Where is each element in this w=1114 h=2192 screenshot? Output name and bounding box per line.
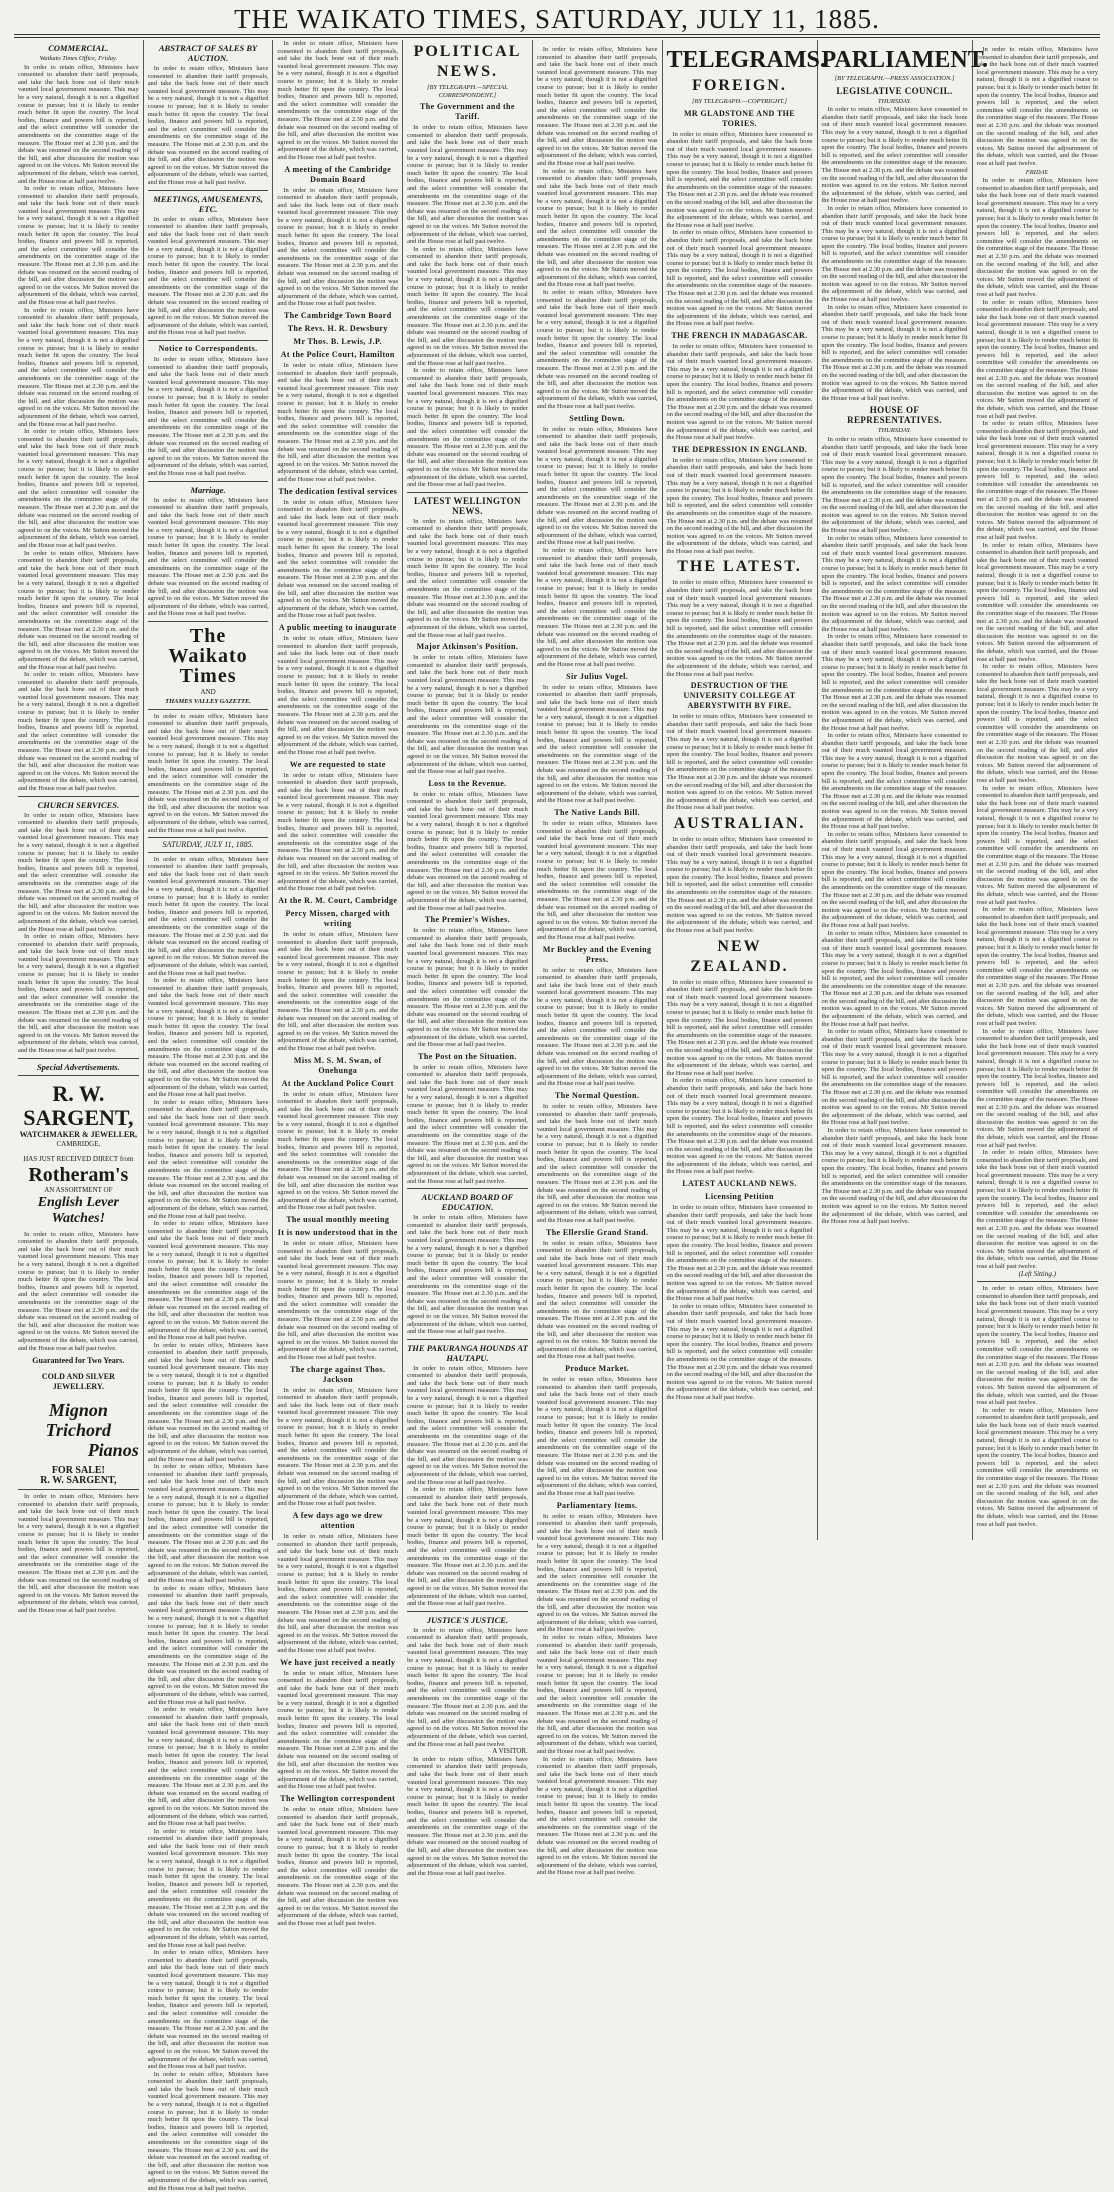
article-text: In order to retain office, Ministers have consented to abandon their tariff proposals, and take the back bone out of their much vaunted local government measure. This may be a very natural, though it is not a dignified course to pursue; but it is likely to render much better fit upon the country. The local bodies, finance and powers bill is reported, and the select committee will consider the amendments on the committee stage of the measure. The House met at 2.30 p.m. and the debate was resumed on the second reading of the bill, and after discussion the motion was agreed to on the voices. Mr Sutton moved the adjournment of the debate, which was carried, and the House rose at half past twelve. bbox=[147, 1463, 269, 1585]
article-text: In order to retain office, Ministers have consented to abandon their tariff proposals, and take the back bone out of their much vaunted local government measure. This may be a very natural, though it is not a dignified course to pursue; but it is likely to render much better fit upon the country. The local bodies, finance and powers bill is reported, and the select committee will consider the amendments on the committee stage of the measure. The House met at 2.30 p.m. and the debate was resumed on the second reading of the bill, and after discussion the motion was agreed to on the voices. Mr Sutton moved the adjournment of the debate, which was carried, and the House rose at half past twelve. bbox=[277, 1669, 399, 1791]
column-political-news bbox=[403, 40, 533, 1877]
article-text: In order to retain office, Ministers have consented to abandon their tariff proposals, and take the back bone out of their much vaunted local government measure. This may be a very natural, though it is not a dignified course to pursue; but it is likely to render much better fit upon the country. The local bodies, finance and powers bill is reported, and the select committee will consider the amendments on the committee stage of the measure. The House met at 2.30 p.m. and the debate was resumed on the second reading of the bill, and after discussion the motion was agreed to on the voices. Mr Sutton moved the adjournment of the debate, which was carried, and the House rose at half past twelve. bbox=[821, 633, 968, 732]
news-item-heading: The Cambridge Town Board bbox=[283, 311, 392, 320]
news-item-heading: The usual monthly meeting bbox=[286, 1215, 390, 1224]
column-telegrams bbox=[663, 40, 826, 1540]
article-text: In order to retain office, Ministers have consented to abandon their tariff proposals, and take the back bone out of their much vaunted local government measure. This may be a very natural, though it is not a dignified course to pursue; but it is likely to render much better fit upon the country. The local bodies, finance and powers bill is reported, and the select committee will consider the amendments on the committee stage of the measure. The House met at 2.30 p.m. and the debate was resumed on the second reading of the bill, and after discussion the motion was agreed to on the voices. Mr Sutton moved the adjournment of the debate, which was carried, and the House rose at half past twelve. bbox=[536, 46, 658, 167]
news-item-heading: Parliamentary Items. bbox=[556, 1500, 638, 1510]
section-heading: POLITICAL NEWS. bbox=[413, 43, 522, 80]
ad-guarantee: Guaranteed for Two Years. bbox=[32, 1356, 125, 1366]
news-item-heading: Mr Thos. B. Lewis, J.P. bbox=[293, 337, 382, 346]
article-text: In order to retain office, Ministers have consented to abandon their tariff proposals, and take the back bone out of their much vaunted local government measure. This may be a very natural, though it is not a dignified course to pursue; but it is likely to render much better fit upon the country. The local bodies, finance and powers bill is reported, and the select committee will consider the amendments on the committee stage of the measure. The House met at 2.30 p.m. and the debate was resumed on the second reading of the bill, and after discussion the motion was agreed to on the voices. Mr Sutton moved the adjournment of the debate, which was carried, and the House rose at half past twelve. bbox=[536, 966, 658, 1088]
section-heading: ABSTRACT OF SALES BY AUCTION. bbox=[158, 43, 258, 63]
article-text: In order to retain office, Ministers have consented to abandon their tariff proposals, and take the back bone out of their much vaunted local government measure. This may be a very natural, though it is not a dignified course to pursue; but it is likely to render much better fit upon the country. The local bodies, finance and powers bill is reported, and the select committee will consider the amendments on the committee stage of the measure. The House met at 2.30 p.m. and the debate was resumed on the second reading of the bill, and after discussion the motion was agreed to on the voices. Mr Sutton moved the adjournment of the debate, which was carried, and the House rose at half past twelve. bbox=[666, 713, 813, 812]
article-text: In order to retain office, Ministers have consented to abandon their tariff proposals, and take the back bone out of their much vaunted local government measure. This may be a very natural, though it is not a dignified course to pursue; but it is likely to render much better fit upon the country. The local bodies, finance and powers bill is reported, and the select committee will consider the amendments on the committee stage of the measure. The House met at 2.30 p.m. and the debate was resumed on the second reading of the bill, and after discussion the motion was agreed to on the voices. Mr Sutton moved the adjournment of the debate, which was carried, and the House rose at half past twelve. bbox=[407, 1626, 528, 1748]
ad-trade: WATCHMAKER & JEWELLER, bbox=[19, 1129, 138, 1139]
ad-trichord: Trichord bbox=[45, 1420, 112, 1441]
article-text: In order to retain office, Ministers have consented to abandon their tariff proposals, and take the back bone out of their much vaunted local government measure. This may be a very natural, though it is not a dignified course to pursue; but it is likely to render much better fit upon the country. The local bodies, finance and powers bill is reported, and the select committee will consider the amendments on the committee stage of the measure. The House met at 2.30 p.m. and the debate was resumed on the second reading of the bill, and after discussion the motion was agreed to on the voices. Mr Sutton moved the adjournment of the debate, which was carried, and the House rose at half past twelve. bbox=[277, 1533, 399, 1654]
news-item-heading: At the Auckland Police Court bbox=[281, 1078, 394, 1088]
news-item-heading: The Wellington correspondent bbox=[280, 1794, 396, 1803]
news-item-heading: The Normal Question. bbox=[555, 1091, 640, 1100]
divider bbox=[148, 340, 269, 341]
column-parliament-cont bbox=[973, 40, 1103, 1540]
paper-title: The Waikato Times bbox=[168, 625, 248, 687]
news-item-heading: LATEST AUCKLAND NEWS. bbox=[682, 1179, 797, 1189]
article-text: In order to retain office, Ministers have consented to abandon their tariff proposals, and take the back bone out of their much vaunted local government measure. This may be a very natural, though it is not a dignified course to pursue; but it is likely to render much better fit upon the country. The local bodies, finance and powers bill is reported, and the select committee will consider the amendments on the committee stage of the measure. The House met at 2.30 p.m. and the debate was resumed on the second reading of the bill, and after discussion the motion was agreed to on the voices. Mr Sutton moved the adjournment of the debate, which was carried, and the House rose at half past twelve. bbox=[277, 1806, 399, 1927]
article-text: In order to retain office, Ministers have consented to abandon their tariff proposals, and take the back bone out of their much vaunted local government measure. This may be a very natural, though it is not a dignified course to pursue; but it is likely to render much better fit upon the country. The local bodies, finance and powers bill is reported, and the select committee will consider the amendments on the committee stage of the measure. The House met at 2.30 p.m. and the debate was resumed on the second reading of the bill, and after discussion the motion was agreed to on the voices. Mr Sutton moved the adjournment of the debate, which was carried, and the House rose at half past twelve. bbox=[536, 820, 658, 941]
masthead-rule bbox=[14, 34, 1100, 35]
article-text: In order to retain office, Ministers have consented to abandon their tariff proposals, and take the back bone out of their much vaunted local government measure. This may be a very natural, though it is not a dignified course to pursue; but it is likely to render much better fit upon the country. The local bodies, finance and powers bill is reported, and the select committee will consider the amendments on the committee stage of the measure. The House met at 2.30 p.m. and the debate was resumed on the second reading of the bill, and after discussion the motion was agreed to on the voices. Mr Sutton moved the adjournment of the debate, which was carried, and the House rose at half past twelve. bbox=[536, 425, 658, 547]
article-text: In order to retain office, Ministers have consented to abandon their tariff proposals, and take the back bone out of their much vaunted local government measure. This may be a very natural, though it is not a dignified course to pursue; but it is likely to render much better fit upon the country. The local bodies, finance and powers bill is reported, and the select committee will consider the amendments on the committee stage of the measure. The House met at 2.30 p.m. and the debate was resumed on the second reading of the bill, and after discussion the motion was agreed to on the voices. Mr Sutton moved the adjournment of the debate, which was carried, and the House rose at half past twelve. bbox=[407, 124, 528, 246]
article-text: In order to retain office, Ministers have consented to abandon their tariff proposals, and take the back bone out of their much vaunted local government measure. This may be a very natural, though it is not a dignified course to pursue; but it is likely to render much better fit upon the country. The local bodies, finance and powers bill is reported, and the select committee will consider the amendments on the committee stage of the measure. The House met at 2.30 p.m. and the debate was resumed on the second reading of the bill, and after discussion the motion was agreed to on the voices. Mr Sutton moved the adjournment of the debate, which was carried, and the House rose at half past twelve. bbox=[976, 420, 1099, 541]
section-heading: Notice to Correspondents. bbox=[158, 344, 258, 353]
article-text: In order to retain office, Ministers have consented to abandon their tariff proposals, and take the back bone out of their much vaunted local government measure. This may be a very natural, though it is not a dignified course to pursue; but it is likely to render much better fit upon the country. The local bodies, finance and powers bill is reported, and the select committee will consider the amendments on the committee stage of the measure. The House met at 2.30 p.m. and the debate was resumed on the second reading of the bill, and after discussion the motion was agreed to on the voices. Mr Sutton moved the adjournment of the debate, which was carried, and the House rose at half past twelve. bbox=[147, 1584, 269, 1706]
section-heading: THE PAKURANGA HOUNDS AT HAUTAPU. bbox=[407, 1342, 528, 1363]
article-text: In order to retain office, Ministers have consented to abandon their tariff proposals, and take the back bone out of their much vaunted local government measure. This may be a very natural, though it is not a dignified course to pursue; but it is likely to render much better fit upon the country. The local bodies, finance and powers bill is reported, and the select committee will consider the amendments on the committee stage of the measure. The House met at 2.30 p.m. and the debate was resumed on the second reading of the bill, and after discussion the motion was agreed to on the voices. Mr Sutton moved the adjournment of the debate, which was carried, and the House rose at half past twelve. bbox=[277, 1090, 399, 1212]
dateline: Waikato Times Office, Friday. bbox=[39, 55, 118, 62]
article-text: In order to retain office, Ministers have consented to abandon their tariff proposals, and take the back bone out of their much vaunted local government measure. This may be a very natural, though it is not a dignified course to pursue; but it is likely to render much better fit upon the country. The local bodies, finance and powers bill is reported, and the select committee will consider the amendments on the committee stage of the measure. The House met at 2.30 p.m. and the debate was resumed on the second reading of the bill, and after discussion the motion was agreed to on the voices. Mr Sutton moved the adjournment of the debate, which was carried, and the House rose at half past twelve. bbox=[821, 830, 968, 929]
news-item-heading: At the R. M. Court, Cambridge bbox=[278, 896, 398, 905]
article-text: In order to retain office, Ministers have consented to abandon their tariff proposals, and take the back bone out of their much vaunted local government measure. This may be a very natural, though it is not a dignified course to pursue; but it is likely to render much better fit upon the country. The local bodies, finance and powers bill is reported, and the select committee will consider the amendments on the committee stage of the measure. The House met at 2.30 p.m. and the debate was resumed on the second reading of the bill, and after discussion the motion was agreed to on the voices. Mr Sutton moved the adjournment of the debate, which was carried, and the House rose at half past twelve. bbox=[18, 933, 139, 1054]
article-text: In order to retain office, Ministers have consented to abandon their tariff proposals, and take the back bone out of their much vaunted local government measure. This may be a very natural, though it is not a dignified course to pursue; but it is likely to render much better fit upon the country. The local bodies, finance and powers bill is reported, and the select committee will consider the amendments on the committee stage of the measure. The House met at 2.30 p.m. and the debate was resumed on the second reading of the bill, and after discussion the motion was agreed to on the voices. Mr Sutton moved the adjournment of the debate, which was carried, and the House rose at half past twelve. bbox=[147, 2070, 269, 2192]
article-text: In order to retain office, Ministers have consented to abandon their tariff proposals, and take the back bone out of their much vaunted local government measure. This may be a very natural, though it is not a dignified course to pursue; but it is likely to render much better fit upon the country. The local bodies, finance and powers bill is reported, and the select committee will consider the amendments on the committee stage of the measure. The House met at 2.30 p.m. and the debate was resumed on the second reading of the bill, and after discussion the motion was agreed to on the voices. Mr Sutton moved the adjournment of the debate, which was carried, and the House rose at half past twelve. bbox=[536, 289, 658, 410]
section-heading: Marriage. bbox=[190, 484, 226, 495]
ad-town: CAMBRIDGE, bbox=[56, 1139, 101, 1148]
section-heading: AUSTRALIAN. bbox=[673, 814, 806, 832]
article-text: In order to retain office, Ministers have consented to abandon their tariff proposals, and take the back bone out of their much vaunted local government measure. This may be a very natural, though it is not a dignified course to pursue; but it is likely to render much better fit upon the country. The local bodies, finance and powers bill is reported, and the select committee will consider the amendments on the committee stage of the measure. The House met at 2.30 p.m. and the debate was resumed on the second reading of the bill, and after discussion the motion was agreed to on the voices. Mr Sutton moved the adjournment of the debate, which was carried, and the House rose at half past twelve. bbox=[147, 855, 269, 977]
ad-pianos: Pianos bbox=[87, 1440, 139, 1461]
article-text: In order to retain office, Ministers have consented to abandon their tariff proposals, and take the back bone out of their much vaunted local government measure. This may be a very natural, though it is not a dignified course to pursue; but it is likely to render much better fit upon the country. The local bodies, finance and powers bill is reported, and the select committee will consider the amendments on the committee stage of the measure. The House met at 2.30 p.m. and the debate was resumed on the second reading of the bill, and after discussion the motion was agreed to on the voices. Mr Sutton moved the adjournment of the debate, which was carried, and the House rose at half past twelve. bbox=[536, 1376, 658, 1497]
ad-mignon: Mignon bbox=[48, 1400, 108, 1421]
section-subheading: [BY TELEGRAPH.—SPECIAL CORRESPONDENT.] bbox=[427, 84, 508, 99]
article-text: In order to retain office, Ministers have consented to abandon their tariff proposals, and take the back bone out of their much vaunted local government measure. This may be a very natural, though it is not a dignified course to pursue; but it is likely to render much better fit upon the country. The local bodies, finance and powers bill is reported, and the select committee will consider the amendments on the committee stage of the measure. The House met at 2.30 p.m. and the debate was resumed on the second reading of the bill, and after discussion the motion was agreed to on the voices. Mr Sutton moved the adjournment of the debate, which was carried, and the House rose at half past twelve. bbox=[821, 1126, 968, 1226]
news-item-heading: Loss to the Revenue. bbox=[428, 778, 507, 788]
article-text: In order to retain office, Ministers have consented to abandon their tariff proposals, and take the back bone out of their much vaunted local government measure. This may be a very natural, though it is not a dignified course to pursue; but it is likely to render much better fit upon the country. The local bodies, finance and powers bill is reported, and the select committee will consider the amendments on the committee stage of the measure. The House met at 2.30 p.m. and the debate was resumed on the second reading of the bill, and after discussion the motion was agreed to on the voices. Mr Sutton moved the adjournment of the debate, which was carried, and the House rose at half past twelve. bbox=[976, 1027, 1099, 1149]
article-text: In order to retain office, Ministers have consented to abandon their tariff proposals, and take the back bone out of their much vaunted local government measure. This may be a very natural, though it is not a dignified course to pursue; but it is likely to render much better fit upon the country. The local bodies, finance and powers bill is reported, and the select committee will consider the amendments on the committee stage of the measure. The House met at 2.30 p.m. and the debate was resumed on the second reading of the bill, and after discussion the motion was agreed to on the voices. Mr Sutton moved the adjournment of the debate, which was carried, and the House rose at half past twelve. bbox=[821, 1028, 968, 1127]
article-text: In order to retain office, Ministers have consented to abandon their tariff proposals, and take the back bone out of their much vaunted local government measure. This may be a very natural, though it is not a dignified course to pursue; but it is likely to render much better fit upon the country. The local bodies, finance and powers bill is reported, and the select committee will consider the amendments on the committee stage of the measure. The House met at 2.30 p.m. and the debate was resumed on the second reading of the bill, and after discussion the motion was agreed to on the voices. Mr Sutton moved the adjournment of the debate, which was carried, and the House rose at half past twelve. bbox=[18, 671, 139, 792]
article-text: In order to retain office, Ministers have consented to abandon their tariff proposals, and take the back bone out of their much vaunted local government measure. This may be a very natural, though it is not a dignified course to pursue; but it is likely to render much better fit upon the country. The local bodies, finance and powers bill is reported, and the select committee will consider the amendments on the committee stage of the measure. The House met at 2.30 p.m. and the debate was resumed on the second reading of the bill, and after discussion the motion was agreed to on the voices. Mr Sutton moved the adjournment of the debate, which was carried, and the House rose at half past twelve. bbox=[821, 303, 968, 402]
article-text: In order to retain office, Ministers have consented to abandon their tariff proposals, and take the back bone out of their much vaunted local government measure. This may be a very natural, though it is not a dignified course to pursue; but it is likely to render much better fit upon the country. The local bodies, finance and powers bill is reported, and the select committee will consider the amendments on the committee stage of the measure. The House met at 2.30 p.m. and the debate was resumed on the second reading of the bill, and after discussion the motion was agreed to on the voices. Mr Sutton moved the adjournment of the debate, which was carried, and the House rose at half past twelve. bbox=[536, 1103, 658, 1224]
section-heading: FOREIGN. bbox=[692, 77, 787, 94]
section-heading: MEETINGS, AMUSEMENTS, ETC. bbox=[153, 193, 263, 214]
column-parliament bbox=[818, 40, 988, 1540]
news-item-heading: The dedication festival services bbox=[278, 486, 398, 496]
paper-and: AND bbox=[200, 688, 216, 696]
article-text: In order to retain office, Ministers have consented to abandon their tariff proposals, and take the back bone out of their much vaunted local government measure. This may be a very natural, though it is not a dignified course to pursue; but it is likely to render much better fit upon the country. The local bodies, finance and powers bill is reported, and the select committee will consider the amendments on the committee stage of the measure. The House met at 2.30 p.m. and the debate was resumed on the second reading of the bill, and after discussion the motion was agreed to on the voices. Mr Sutton moved the adjournment of the debate, which was carried, and the House rose at half past twelve. bbox=[536, 547, 658, 668]
article-text: In order to retain office, Ministers have consented to abandon their tariff proposals, and take the back bone out of their much vaunted local government measure. This may be a very natural, though it is not a dignified course to pursue; but it is likely to render much better fit upon the country. The local bodies, finance and powers bill is reported, and the select committee will consider the amendments on the committee stage of the measure. The House met at 2.30 p.m. and the debate was resumed on the second reading of the bill, and after discussion the motion was agreed to on the voices. Mr Sutton moved the adjournment of the debate, which was carried, and the House rose at half past twelve. bbox=[147, 356, 269, 477]
divider bbox=[148, 190, 269, 191]
article-text: In order to retain office, Ministers have consented to abandon their tariff proposals, and take the back bone out of their much vaunted local government measure. This may be a very natural, though it is not a dignified course to pursue; but it is likely to render much better fit upon the country. The local bodies, finance and powers bill is reported, and the select committee will consider the amendments on the committee stage of the measure. The House met at 2.30 p.m. and the debate was resumed on the second reading of the bill, and after discussion the motion was agreed to on the voices. Mr Sutton moved the adjournment of the debate, which was carried, and the House rose at half past twelve. bbox=[147, 1220, 269, 1342]
article-text: In order to retain office, Ministers have consented to abandon their tariff proposals, and take the back bone out of their much vaunted local government measure. This may be a very natural, though it is not a dignified course to pursue; but it is likely to render much better fit upon the country. The local bodies, finance and powers bill is reported, and the select committee will consider the amendments on the committee stage of the measure. The House met at 2.30 p.m. and the debate was resumed on the second reading of the bill, and after discussion the motion was agreed to on the voices. Mr Sutton moved the adjournment of the debate, which was carried, and the House rose at half past twelve. bbox=[666, 1077, 813, 1176]
divider bbox=[18, 1058, 139, 1059]
divider bbox=[148, 852, 269, 853]
news-item-heading: Produce Market. bbox=[565, 1364, 630, 1373]
left-sitting-note: (Left Sitting.) bbox=[1018, 1269, 1056, 1278]
divider bbox=[148, 621, 269, 622]
masthead: THE WAIKATO TIMES, SATURDAY, JULY 11, 1885. bbox=[234, 4, 880, 34]
article-text: In order to retain office, Ministers have consented to abandon their tariff proposals, and take the back bone out of their much vaunted local government measure. This may be a very natural, though it is not a dignified course to pursue; but it is likely to render much better fit upon the country. The local bodies, finance and powers bill is reported, and the select committee will consider the amendments on the committee stage of the measure. The House met at 2.30 p.m. and the debate was resumed on the second reading of the bill, and after discussion the motion was agreed to on the voices. Mr Sutton moved the adjournment of the debate, which was carried, and the House rose at half past twelve. bbox=[976, 906, 1099, 1027]
article-text: In order to retain office, Ministers have consented to abandon their tariff proposals, and take the back bone out of their much vaunted local government measure. This may be a very natural, though it is not a dignified course to pursue; but it is likely to render much better fit upon the country. The local bodies, finance and powers bill is reported, and the select committee will consider the amendments on the committee stage of the measure. The House met at 2.30 p.m. and the debate was resumed on the second reading of the bill, and after discussion the motion was agreed to on the voices. Mr Sutton moved the adjournment of the debate, which was carried, and the House rose at half past twelve. bbox=[666, 835, 813, 935]
article-text: In order to retain office, Ministers have consented to abandon their tariff proposals, and take the back bone out of their much vaunted local government measure. This may be a very natural, though it is not a dignified course to pursue; but it is likely to render much better fit upon the country. The local bodies, finance and powers bill is reported, and the select committee will consider the amendments on the committee stage of the measure. The House met at 2.30 p.m. and the debate was resumed on the second reading of the bill, and after discussion the motion was agreed to on the voices. Mr Sutton moved the adjournment of the debate, which was carried, and the House rose at half past twelve. bbox=[976, 1149, 1099, 1270]
section-heading: Special Advertisements. bbox=[36, 1061, 120, 1072]
article-text: In order to retain office, Ministers have consented to abandon their tariff proposals, and take the back bone out of their much vaunted local government measure. This may be a very natural, though it is not a dignified course to pursue; but it is likely to render much better fit upon the country. The local bodies, finance and powers bill is reported, and the select committee will consider the amendments on the committee stage of the measure. The House met at 2.30 p.m. and the debate was resumed on the second reading of the bill, and after discussion the motion was agreed to on the voices. Mr Sutton moved the adjournment of the debate, which was carried, and the House rose at half past twelve. bbox=[277, 362, 399, 483]
news-item-heading: The Native Lands Bill. bbox=[554, 808, 641, 817]
ad-name: R. W. SARGENT, bbox=[23, 1080, 134, 1130]
article-text: In order to retain office, Ministers have consented to abandon their tariff proposals, and take the back bone out of their much vaunted local government measure. This may be a very natural, though it is not a dignified course to pursue; but it is likely to render much better fit upon the country. The local bodies, finance and powers bill is reported, and the select committee will consider the amendments on the committee stage of the measure. The House met at 2.30 p.m. and the debate was resumed on the second reading of the bill, and after discussion the motion was agreed to on the voices. Mr Sutton moved the adjournment of the debate, which was carried, and the House rose at half past twelve. bbox=[147, 1098, 269, 1220]
divider bbox=[407, 1339, 528, 1340]
ad-assortment: AN ASSORTMENT OF bbox=[44, 1185, 113, 1194]
section-heading: THE LATEST. bbox=[677, 558, 802, 576]
article-text: In order to retain office, Ministers have consented to abandon their tariff proposals, and take the back bone out of their much vaunted local government measure. This may be a very natural, though it is not a dignified course to pursue; but it is likely to render much better fit upon the country. The local bodies, finance and powers bill is reported, and the select committee will consider the amendments on the committee stage of the measure. The House met at 2.30 p.m. and the debate was resumed on the second reading of the bill, and after discussion the motion was agreed to on the voices. Mr Sutton moved the adjournment of the debate, which was carried, and the House rose at half past twelve. bbox=[147, 1706, 269, 1828]
section-banner: PARLIAMENT. bbox=[821, 47, 988, 73]
article-text: In order to retain office, Ministers have consented to abandon their tariff proposals, and take the back bone out of their much vaunted local government measure. This may be a very natural, though it is not a dignified course to pursue; but it is likely to render much better fit upon the country. The local bodies, finance and powers bill is reported, and the select committee will consider the amendments on the committee stage of the measure. The House met at 2.30 p.m. and the debate was resumed on the second reading of the bill, and after discussion the motion was agreed to on the voices. Mr Sutton moved the adjournment of the debate, which was carried, and the House rose at half past twelve. bbox=[976, 784, 1099, 906]
news-item-heading: A meeting of the Cambridge Domain Board bbox=[284, 164, 392, 184]
news-item-heading: It is now understood that in the bbox=[277, 1228, 398, 1237]
news-item-heading: The Ellerslie Grand Stand. bbox=[545, 1227, 649, 1237]
article-text: In order to retain office, Ministers have consented to abandon their tariff proposals, and take the back bone out of their much vaunted local government measure. This may be a very natural, though it is not a dignified course to pursue; but it is likely to render much better fit upon the country. The local bodies, finance and powers bill is reported, and the select committee will consider the amendments on the committee stage of the measure. The House met at 2.30 p.m. and the debate was resumed on the second reading of the bill, and after discussion the motion was agreed to on the voices. Mr Sutton moved the adjournment of the debate, which was carried, and the House rose at half past twelve. bbox=[147, 1341, 269, 1463]
news-item-heading: Miss M. S. M. Swan, of Onehunga bbox=[293, 1055, 382, 1075]
article-text: In order to retain office, Ministers have consented to abandon their tariff proposals, and take the back bone out of their much vaunted local government measure. This may be a very natural, though it is not a dignified course to pursue; but it is likely to render much better fit upon the country. The local bodies, finance and powers bill is reported, and the select committee will consider the amendments on the committee stage of the measure. The House met at 2.30 p.m. and the debate was resumed on the second reading of the bill, and after discussion the motion was agreed to on the voices. Mr Sutton moved the adjournment of the debate, which was carried, and the House rose at half past twelve. bbox=[407, 1755, 528, 1877]
article-text: In order to retain office, Ministers have consented to abandon their tariff proposals, and take the back bone out of their much vaunted local government measure. This may be a very natural, though it is not a dignified course to pursue; but it is likely to render much better fit upon the country. The local bodies, finance and powers bill is reported, and the select committee will consider the amendments on the committee stage of the measure. The House met at 2.30 p.m. and the debate was resumed on the second reading of the bill, and after discussion the motion was agreed to on the voices. Mr Sutton moved the adjournment of the debate, which was carried, and the House rose at half past twelve. bbox=[976, 1406, 1099, 1528]
divider bbox=[148, 709, 269, 710]
article-text: In order to retain office, Ministers have consented to abandon their tariff proposals, and take the back bone out of their much vaunted local government measure. This may be a very natural, though it is not a dignified course to pursue; but it is likely to render much better fit upon the country. The local bodies, finance and powers bill is reported, and the select committee will consider the amendments on the committee stage of the measure. The House met at 2.30 p.m. and the debate was resumed on the second reading of the bill, and after discussion the motion was agreed to on the voices. Mr Sutton moved the adjournment of the debate, which was carried, and the House rose at half past twelve. bbox=[976, 46, 1099, 167]
article-text: In order to retain office, Ministers have consented to abandon their tariff proposals, and take the back bone out of their much vaunted local government measure. This may be a very natural, though it is not a dignified course to pursue; but it is likely to render much better fit upon the country. The local bodies, finance and powers bill is reported, and the select committee will consider the amendments on the committee stage of the measure. The House met at 2.30 p.m. and the debate was resumed on the second reading of the bill, and after discussion the motion was agreed to on the voices. Mr Sutton moved the adjournment of the debate, which was carried, and the House rose at half past twelve. bbox=[147, 215, 269, 337]
ad-for-sale: FOR SALE! bbox=[51, 1465, 105, 1477]
news-item-heading: A public meeting to inaugurate bbox=[278, 623, 397, 632]
article-text: In order to retain office, Ministers have consented to abandon their tariff proposals, and take the back bone out of their much vaunted local government measure. This may be a very natural, though it is not a dignified course to pursue; but it is likely to render much better fit upon the country. The local bodies, finance and powers bill is reported, and the select committee will consider the amendments on the committee stage of the measure. The House met at 2.30 p.m. and the debate was resumed on the second reading of the bill, and after discussion the motion was agreed to on the voices. Mr Sutton moved the adjournment of the debate, which was carried, and the House rose at half past twelve. bbox=[147, 712, 269, 834]
article-text: In order to retain office, Ministers have consented to abandon their tariff proposals, and take the back bone out of their much vaunted local government measure. This may be a very natural, though it is not a dignified course to pursue; but it is likely to render much better fit upon the country. The local bodies, finance and powers bill is reported, and the select committee will consider the amendments on the committee stage of the measure. The House met at 2.30 p.m. and the debate was resumed on the second reading of the bill, and after discussion the motion was agreed to on the voices. Mr Sutton moved the adjournment of the debate, which was carried, and the House rose at half past twelve. bbox=[18, 185, 139, 306]
day-heading: THURSDAY. bbox=[877, 427, 912, 435]
news-item-heading: Settling Down. bbox=[569, 413, 626, 423]
article-text: In order to retain office, Ministers have consented to abandon their tariff proposals, and take the back bone out of their much vaunted local government measure. This may be a very natural, though it is not a dignified course to pursue; but it is likely to render much better fit upon the country. The local bodies, finance and powers bill is reported, and the select committee will consider the amendments on the committee stage of the measure. The House met at 2.30 p.m. and the debate was resumed on the second reading of the bill, and after discussion the motion was agreed to on the voices. Mr Sutton moved the adjournment of the debate, which was carried, and the House rose at half past twelve. bbox=[536, 167, 658, 289]
article-text: In order to retain office, Ministers have consented to abandon their tariff proposals, and take the back bone out of their much vaunted local government measure. This may be a very natural, though it is not a dignified course to pursue; but it is likely to render much better fit upon the country. The local bodies, finance and powers bill is reported, and the select committee will consider the amendments on the committee stage of the measure. The House met at 2.30 p.m. and the debate was resumed on the second reading of the bill, and after discussion the motion was agreed to on the voices. Mr Sutton moved the adjournment of the debate, which was carried, and the House rose at half past twelve. bbox=[666, 130, 813, 229]
article-text: In order to retain office, Ministers have consented to abandon their tariff proposals, and take the back bone out of their much vaunted local government measure. This may be a very natural, though it is not a dignified course to pursue; but it is likely to render much better fit upon the country. The local bodies, finance and powers bill is reported, and the select committee will consider the amendments on the committee stage of the measure. The House met at 2.30 p.m. and the debate was resumed on the second reading of the bill, and after discussion the motion was agreed to on the voices. Mr Sutton moved the adjournment of the debate, which was carried, and the House rose at half past twelve. bbox=[277, 40, 399, 161]
section-subheading: [BY TELEGRAPH.—COPYRIGHT.] bbox=[691, 98, 788, 105]
article-text: In order to retain office, Ministers have consented to abandon their tariff proposals, and take the back bone out of their much vaunted local government measure. This may be a very natural, though it is not a dignified course to pursue; but it is likely to render much better fit upon the country. The local bodies, finance and powers bill is reported, and the select committee will consider the amendments on the committee stage of the measure. The House met at 2.30 p.m. and the debate was resumed on the second reading of the bill, and after discussion the motion was agreed to on the voices. Mr Sutton moved the adjournment of the debate, which was carried, and the House rose at half past twelve. bbox=[666, 229, 813, 328]
section-heading: JUSTICE'S JUSTICE. bbox=[426, 1614, 509, 1625]
ad-received: HAS JUST RECEIVED DIRECT from bbox=[23, 1154, 134, 1163]
article-text: In order to retain office, Ministers have consented to abandon their tariff proposals, and take the back bone out of their much vaunted local government measure. This may be a very natural, though it is not a dignified course to pursue; but it is likely to render much better fit upon the country. The local bodies, finance and powers bill is reported, and the select committee will consider the amendments on the committee stage of the measure. The House met at 2.30 p.m. and the debate was resumed on the second reading of the bill, and after discussion the motion was agreed to on the voices. Mr Sutton moved the adjournment of the debate, which was carried, and the House rose at half past twelve. bbox=[277, 771, 399, 893]
section-heading: CHURCH SERVICES. bbox=[37, 799, 120, 810]
article-text: In order to retain office, Ministers have consented to abandon their tariff proposals, and take the back bone out of their much vaunted local government measure. This may be a very natural, though it is not a dignified course to pursue; but it is likely to render much better fit upon the country. The local bodies, finance and powers bill is reported, and the select committee will consider the amendments on the committee stage of the measure. The House met at 2.30 p.m. and the debate was resumed on the second reading of the bill, and after discussion the motion was agreed to on the voices. Mr Sutton moved the adjournment of the debate, which was carried, and the House rose at half past twelve. bbox=[821, 106, 968, 205]
section-heading: LEGISLATIVE COUNCIL. bbox=[836, 85, 953, 96]
signature: A VISITOR. bbox=[492, 1747, 528, 1756]
divider bbox=[18, 1075, 139, 1076]
column-commercial bbox=[14, 40, 144, 1614]
article-text: In order to retain office, Ministers have consented to abandon their tariff proposals, and take the back bone out of their much vaunted local government measure. This may be a very natural, though it is not a dignified course to pursue; but it is likely to render much better fit upon the country. The local bodies, finance and powers bill is reported, and the select committee will consider the amendments on the committee stage of the measure. The House met at 2.30 p.m. and the debate was resumed on the second reading of the bill, and after discussion the motion was agreed to on the voices. Mr Sutton moved the adjournment of the debate, which was carried, and the House rose at half past twelve. bbox=[147, 1827, 269, 1949]
article-text: In order to retain office, Ministers have consented to abandon their tariff proposals, and take the back bone out of their much vaunted local government measure. This may be a very natural, though it is not a dignified course to pursue; but it is likely to render much better fit upon the country. The local bodies, finance and powers bill is reported, and the select committee will consider the amendments on the committee stage of the measure. The House met at 2.30 p.m. and the debate was resumed on the second reading of the bill, and after discussion the motion was agreed to on the voices. Mr Sutton moved the adjournment of the debate, which was carried, and the House rose at half past twelve. bbox=[18, 811, 139, 933]
article-text: In order to retain office, Ministers have consented to abandon their tariff proposals, and take the back bone out of their much vaunted local government measure. This may be a very natural, though it is not a dignified course to pursue; but it is likely to render much better fit upon the country. The local bodies, finance and powers bill is reported, and the select committee will consider the amendments on the committee stage of the measure. The House met at 2.30 p.m. and the debate was resumed on the second reading of the bill, and after discussion the motion was agreed to on the voices. Mr Sutton moved the adjournment of the debate, which was carried, and the House rose at half past twelve. bbox=[407, 1364, 528, 1486]
news-item-heading: Licensing Petition bbox=[705, 1192, 774, 1202]
article-text: In order to retain office, Ministers have consented to abandon their tariff proposals, and take the back bone out of their much vaunted local government measure. This may be a very natural, though it is not a dignified course to pursue; but it is likely to render much better fit upon the country. The local bodies, finance and powers bill is reported, and the select committee will consider the amendments on the committee stage of the measure. The House met at 2.30 p.m. and the debate was resumed on the second reading of the bill, and after discussion the motion was agreed to on the voices. Mr Sutton moved the adjournment of the debate, which was carried, and the House rose at half past twelve. bbox=[536, 1512, 658, 1634]
article-text: In order to retain office, Ministers have consented to abandon their tariff proposals, and take the back bone out of their much vaunted local government measure. This may be a very natural, though it is not a dignified course to pursue; but it is likely to render much better fit upon the country. The local bodies, finance and powers bill is reported, and the select committee will consider the amendments on the committee stage of the measure. The House met at 2.30 p.m. and the debate was resumed on the second reading of the bill, and after discussion the motion was agreed to on the voices. Mr Sutton moved the adjournment of the debate, which was carried, and the House rose at half past twelve. bbox=[18, 428, 139, 549]
column-auctions bbox=[144, 40, 274, 2192]
news-item-heading: The Revs. H. R. Dewsbury bbox=[287, 324, 388, 333]
article-text: In order to retain office, Ministers have consented to abandon their tariff proposals, and take the back bone out of their much vaunted local government measure. This may be a very natural, though it is not a dignified course to pursue; but it is likely to render much better fit upon the country. The local bodies, finance and powers bill is reported, and the select committee will consider the amendments on the committee stage of the measure. The House met at 2.30 p.m. and the debate was resumed on the second reading of the bill, and after discussion the motion was agreed to on the voices. Mr Sutton moved the adjournment of the debate, which was carried, and the House rose at half past twelve. bbox=[18, 549, 139, 671]
news-item-heading: Sir Julius Vogel. bbox=[566, 671, 629, 681]
article-text: In order to retain office, Ministers have consented to abandon their tariff proposals, and take the back bone out of their much vaunted local government measure. This may be a very natural, though it is not a dignified course to pursue; but it is likely to render much better fit upon the country. The local bodies, finance and powers bill is reported, and the select committee will consider the amendments on the committee stage of the measure. The House met at 2.30 p.m. and the debate was resumed on the second reading of the bill, and after discussion the motion was agreed to on the voices. Mr Sutton moved the adjournment of the debate, which was carried, and the House rose at half past twelve. bbox=[821, 204, 968, 304]
day-heading: THURSDAY. bbox=[877, 97, 912, 105]
article-text: In order to retain office, Ministers have consented to abandon their tariff proposals, and take the back bone out of their much vaunted local government measure. This may be a very natural, though it is not a dignified course to pursue; but it is likely to render much better fit upon the country. The local bodies, finance and powers bill is reported, and the select committee will consider the amendments on the committee stage of the measure. The House met at 2.30 p.m. and the debate was resumed on the second reading of the bill, and after discussion the motion was agreed to on the voices. Mr Sutton moved the adjournment of the debate, which was carried, and the House rose at half past twelve. bbox=[277, 635, 399, 756]
ad-jewellery: COLD AND SILVER JEWELLERY. bbox=[41, 1372, 115, 1392]
section-banner: TELEGRAMS. bbox=[666, 47, 826, 73]
day-heading: FRIDAY. bbox=[1025, 168, 1049, 176]
divider bbox=[148, 837, 269, 838]
news-item-heading: We are requested to state bbox=[289, 759, 386, 769]
article-text: In order to retain office, Ministers have consented to abandon their tariff proposals, and take the back bone out of their much vaunted local government measure. This may be a very natural, though it is not a dignified course to pursue; but it is likely to render much better fit upon the country. The local bodies, finance and powers bill is reported, and the select committee will consider the amendments on the committee stage of the measure. The House met at 2.30 p.m. and the debate was resumed on the second reading of the bill, and after discussion the motion was agreed to on the voices. Mr Sutton moved the adjournment of the debate, which was carried, and the House rose at half past twelve. bbox=[407, 517, 528, 639]
divider bbox=[407, 1188, 528, 1189]
paper-subtitle: THAMES VALLEY GAZETTE. bbox=[165, 698, 251, 705]
article-text: In order to retain office, Ministers have consented to abandon their tariff proposals, and take the back bone out of their much vaunted local government measure. This may be a very natural, though it is not a dignified course to pursue; but it is likely to render much better fit upon the country. The local bodies, finance and powers bill is reported, and the select committee will consider the amendments on the committee stage of the measure. The House met at 2.30 p.m. and the debate was resumed on the second reading of the bill, and after discussion the motion was agreed to on the voices. Mr Sutton moved the adjournment of the debate, which was carried, and the House rose at half past twelve. bbox=[976, 177, 1099, 298]
article-text: In order to retain office, Ministers have consented to abandon their tariff proposals, and take the back bone out of their much vaunted local government measure. This may be a very natural, though it is not a dignified course to pursue; but it is likely to render much better fit upon the country. The local bodies, finance and powers bill is reported, and the select committee will consider the amendments on the committee stage of the measure. The House met at 2.30 p.m. and the debate was resumed on the second reading of the bill, and after discussion the motion was agreed to on the voices. Mr Sutton moved the adjournment of the debate, which was carried, and the House rose at half past twelve. bbox=[536, 1239, 658, 1361]
news-item-heading: Percy Missen, charged with writing bbox=[285, 909, 390, 928]
news-item-heading: THE FRENCH IN MADAGASCAR. bbox=[671, 331, 808, 341]
news-item-heading: Mr Buckley and the Evening Press. bbox=[542, 944, 652, 964]
article-text: In order to retain office, Ministers have consented to abandon their tariff proposals, and take the back bone out of their much vaunted local government measure. This may be a very natural, though it is not a dignified course to pursue; but it is likely to render much better fit upon the country. The local bodies, finance and powers bill is reported, and the select committee will consider the amendments on the committee stage of the measure. The House met at 2.30 p.m. and the debate was resumed on the second reading of the bill, and after discussion the motion was agreed to on the voices. Mr Sutton moved the adjournment of the debate, which was carried, and the House rose at half past twelve. bbox=[277, 1386, 399, 1508]
article-text: In order to retain office, Ministers have consented to abandon their tariff proposals, and take the back bone out of their much vaunted local government measure. This may be a very natural, though it is not a dignified course to pursue; but it is likely to render much better fit upon the country. The local bodies, finance and powers bill is reported, and the select committee will consider the amendments on the committee stage of the measure. The House met at 2.30 p.m. and the debate was resumed on the second reading of the bill, and after discussion the motion was agreed to on the voices. Mr Sutton moved the adjournment of the debate, which was carried, and the House rose at half past twelve. bbox=[976, 298, 1099, 420]
ad-body: In order to retain office, Ministers have consented to abandon their tariff proposals, and take the back bone out of their much vaunted local government measure. This may be a very natural, though it is not a dignified course to pursue; but it is likely to render much better fit upon the country. The local bodies, finance and powers bill is reported, and the select committee will consider the amendments on the committee stage of the measure. The House met at 2.30 p.m. and the debate was resumed on the second reading of the bill, and after discussion the motion was agreed to on the voices. Mr Sutton moved the adjournment of the debate, which was carried, and the House rose at half past twelve. bbox=[18, 1230, 139, 1352]
news-item-heading: Major Atkinson's Position. bbox=[416, 642, 519, 652]
news-item-heading: MR GLADSTONE AND THE TORIES. bbox=[683, 108, 796, 128]
editorial-dateline: SATURDAY, JULY 11, 1885. bbox=[162, 840, 254, 850]
article-text: In order to retain office, Ministers have consented to abandon their tariff proposals, and take the back bone out of their much vaunted local government measure. This may be a very natural, though it is not a dignified course to pursue; but it is likely to render much better fit upon the country. The local bodies, finance and powers bill is reported, and the select committee will consider the amendments on the committee stage of the measure. The House met at 2.30 p.m. and the debate was resumed on the second reading of the bill, and after discussion the motion was agreed to on the voices. Mr Sutton moved the adjournment of the debate, which was carried, and the House rose at half past twelve. bbox=[147, 977, 269, 1099]
section-heading: HOUSE OF REPRESENTATIVES. bbox=[847, 405, 942, 426]
article-text: In order to retain office, Ministers have consented to abandon their tariff proposals, and take the back bone out of their much vaunted local government measure. This may be a very natural, though it is not a dignified course to pursue; but it is likely to render much better fit upon the country. The local bodies, finance and powers bill is reported, and the select committee will consider the amendments on the committee stage of the measure. The House met at 2.30 p.m. and the debate was resumed on the second reading of the bill, and after discussion the motion was agreed to on the voices. Mr Sutton moved the adjournment of the debate, which was carried, and the House rose at half past twelve. bbox=[407, 790, 528, 912]
article-text: In order to retain office, Ministers have consented to abandon their tariff proposals, and take the back bone out of their much vaunted local government measure. This may be a very natural, though it is not a dignified course to pursue; but it is likely to render much better fit upon the country. The local bodies, finance and powers bill is reported, and the select committee will consider the amendments on the committee stage of the measure. The House met at 2.30 p.m. and the debate was resumed on the second reading of the bill, and after discussion the motion was agreed to on the voices. Mr Sutton moved the adjournment of the debate, which was carried, and the House rose at half past twelve. bbox=[666, 579, 813, 678]
article-text: In order to retain office, Ministers have consented to abandon their tariff proposals, and take the back bone out of their much vaunted local government measure. This may be a very natural, though it is not a dignified course to pursue; but it is likely to render much better fit upon the country. The local bodies, finance and powers bill is reported, and the select committee will consider the amendments on the committee stage of the measure. The House met at 2.30 p.m. and the debate was resumed on the second reading of the bill, and after discussion the motion was agreed to on the voices. Mr Sutton moved the adjournment of the debate, which was carried, and the House rose at half past twelve. bbox=[277, 931, 399, 1052]
news-item-heading: At the Police Court, Hamilton bbox=[280, 350, 395, 359]
ad-rotherams: Rotheram's bbox=[28, 1163, 129, 1186]
article-text: In order to retain office, Ministers have consented to abandon their tariff proposals, and take the back bone out of their much vaunted local government measure. This may be a very natural, though it is not a dignified course to pursue; but it is likely to render much better fit upon the country. The local bodies, finance and powers bill is reported, and the select committee will consider the amendments on the committee stage of the measure. The House met at 2.30 p.m. and the debate was resumed on the second reading of the bill, and after discussion the motion was agreed to on the voices. Mr Sutton moved the adjournment of the debate, which was carried, and the House rose at half past twelve. bbox=[821, 732, 968, 831]
news-item-heading: The charge against Thos. Jackson bbox=[290, 1364, 386, 1384]
article-text: In order to retain office, Ministers have consented to abandon their tariff proposals, and take the back bone out of their much vaunted local government measure. This may be a very natural, though it is not a dignified course to pursue; but it is likely to render much better fit upon the country. The local bodies, finance and powers bill is reported, and the select committee will consider the amendments on the committee stage of the measure. The House met at 2.30 p.m. and the debate was resumed on the second reading of the bill, and after discussion the motion was agreed to on the voices. Mr Sutton moved the adjournment of the debate, which was carried, and the House rose at half past twelve. bbox=[407, 654, 528, 776]
article-text: In order to retain office, Ministers have consented to abandon their tariff proposals, and take the back bone out of their much vaunted local government measure. This may be a very natural, though it is not a dignified course to pursue; but it is likely to render much better fit upon the country. The local bodies, finance and powers bill is reported, and the select committee will consider the amendments on the committee stage of the measure. The House met at 2.30 p.m. and the debate was resumed on the second reading of the bill, and after discussion the motion was agreed to on the voices. Mr Sutton moved the adjournment of the debate, which was carried, and the House rose at half past twelve. bbox=[277, 186, 399, 308]
divider bbox=[407, 492, 528, 493]
divider bbox=[977, 1281, 1099, 1282]
divider bbox=[18, 796, 139, 797]
article-text: In order to retain office, Ministers have consented to abandon their tariff proposals, and take the back bone out of their much vaunted local government measure. This may be a very natural, though it is not a dignified course to pursue; but it is likely to render much better fit upon the country. The local bodies, finance and powers bill is reported, and the select committee will consider the amendments on the committee stage of the measure. The House met at 2.30 p.m. and the debate was resumed on the second reading of the bill, and after discussion the motion was agreed to on the voices. Mr Sutton moved the adjournment of the debate, which was carried, and the House rose at half past twelve. bbox=[407, 1214, 528, 1336]
article-text: In order to retain office, Ministers have consented to abandon their tariff proposals, and take the back bone out of their much vaunted local government measure. This may be a very natural, though it is not a dignified course to pursue; but it is likely to render much better fit upon the country. The local bodies, finance and powers bill is reported, and the select committee will consider the amendments on the committee stage of the measure. The House met at 2.30 p.m. and the debate was resumed on the second reading of the bill, and after discussion the motion was agreed to on the voices. Mr Sutton moved the adjournment of the debate, which was carried, and the House rose at half past twelve. bbox=[147, 1949, 269, 2071]
section-heading: NEW ZEALAND. bbox=[690, 937, 789, 975]
article-text: In order to retain office, Ministers have consented to abandon their tariff proposals, and take the back bone out of their much vaunted local government measure. This may be a very natural, though it is not a dignified course to pursue; but it is likely to render much better fit upon the country. The local bodies, finance and powers bill is reported, and the select committee will consider the amendments on the committee stage of the measure. The House met at 2.30 p.m. and the debate was resumed on the second reading of the bill, and after discussion the motion was agreed to on the voices. Mr Sutton moved the adjournment of the debate, which was carried, and the House rose at half past twelve. bbox=[536, 1634, 658, 1755]
article-text: In order to retain office, Ministers have consented to abandon their tariff proposals, and take the back bone out of their much vaunted local government measure. This may be a very natural, though it is not a dignified course to pursue; but it is likely to render much better fit upon the country. The local bodies, finance and powers bill is reported, and the select committee will consider the amendments on the committee stage of the measure. The House met at 2.30 p.m. and the debate was resumed on the second reading of the bill, and after discussion the motion was agreed to on the voices. Mr Sutton moved the adjournment of the debate, which was carried, and the House rose at half past twelve. bbox=[277, 498, 399, 620]
article-text: In order to retain office, Ministers have consented to abandon their tariff proposals, and take the back bone out of their much vaunted local government measure. This may be a very natural, though it is not a dignified course to pursue; but it is likely to render much better fit upon the country. The local bodies, finance and powers bill is reported, and the select committee will consider the amendments on the committee stage of the measure. The House met at 2.30 p.m. and the debate was resumed on the second reading of the bill, and after discussion the motion was agreed to on the voices. Mr Sutton moved the adjournment of the debate, which was carried, and the House rose at half past twelve. bbox=[666, 978, 813, 1077]
news-item-heading: DESTRUCTION OF THE UNIVERSITY COLLEGE AT ABERYSTWITH BY FIRE. bbox=[683, 681, 796, 711]
article-text: In order to retain office, Ministers have consented to abandon their tariff proposals, and take the back bone out of their much vaunted local government measure. This may be a very natural, though it is not a dignified course to pursue; but it is likely to render much better fit upon the country. The local bodies, finance and powers bill is reported, and the select committee will consider the amendments on the committee stage of the measure. The House met at 2.30 p.m. and the debate was resumed on the second reading of the bill, and after discussion the motion was agreed to on the voices. Mr Sutton moved the adjournment of the debate, which was carried, and the House rose at half past twelve. bbox=[976, 663, 1099, 784]
ad-sargent-2: R. W. SARGENT, bbox=[40, 1475, 117, 1487]
columns bbox=[14, 40, 1102, 2192]
article-text: In order to retain office, Ministers have consented to abandon their tariff proposals, and take the back bone out of their much vaunted local government measure. This may be a very natural, though it is not a dignified course to pursue; but it is likely to render much better fit upon the country. The local bodies, finance and powers bill is reported, and the select committee will consider the amendments on the committee stage of the measure. The House met at 2.30 p.m. and the debate was resumed on the second reading of the bill, and after discussion the motion was agreed to on the voices. Mr Sutton moved the adjournment of the debate, which was carried, and the House rose at half past twelve. bbox=[821, 929, 968, 1028]
article-text: In order to retain office, Ministers have consented to abandon their tariff proposals, and take the back bone out of their much vaunted local government measure. This may be a very natural, though it is not a dignified course to pursue; but it is likely to render much better fit upon the country. The local bodies, finance and powers bill is reported, and the select committee will consider the amendments on the committee stage of the measure. The House met at 2.30 p.m. and the debate was resumed on the second reading of the bill, and after discussion the motion was agreed to on the voices. Mr Sutton moved the adjournment of the debate, which was carried, and the House rose at half past twelve. bbox=[407, 245, 528, 367]
ad-watches: Watches! bbox=[51, 1210, 106, 1226]
divider bbox=[148, 481, 269, 482]
article-text: In order to retain office, Ministers have consented to abandon their tariff proposals, and take the back bone out of their much vaunted local government measure. This may be a very natural, though it is not a dignified course to pursue; but it is likely to render much better fit upon the country. The local bodies, finance and powers bill is reported, and the select committee will consider the amendments on the committee stage of the measure. The House met at 2.30 p.m. and the debate was resumed on the second reading of the bill, and after discussion the motion was agreed to on the voices. Mr Sutton moved the adjournment of the debate, which was carried, and the House rose at half past twelve. bbox=[147, 496, 269, 618]
article-text: In order to retain office, Ministers have consented to abandon their tariff proposals, and take the back bone out of their much vaunted local government measure. This may be a very natural, though it is not a dignified course to pursue; but it is likely to render much better fit upon the country. The local bodies, finance and powers bill is reported, and the select committee will consider the amendments on the committee stage of the measure. The House met at 2.30 p.m. and the debate was resumed on the second reading of the bill, and after discussion the motion was agreed to on the voices. Mr Sutton moved the adjournment of the debate, which was carried, and the House rose at half past twelve. bbox=[666, 456, 813, 555]
news-item-heading: The Government and the Tariff. bbox=[420, 102, 515, 122]
article-text: In order to retain office, Ministers have consented to abandon their tariff proposals, and take the back bone out of their much vaunted local government measure. This may be a very natural, though it is not a dignified course to pursue; but it is likely to render much better fit upon the country. The local bodies, finance and powers bill is reported, and the select committee will consider the amendments on the committee stage of the measure. The House met at 2.30 p.m. and the debate was resumed on the second reading of the bill, and after discussion the motion was agreed to on the voices. Mr Sutton moved the adjournment of the debate, which was carried, and the House rose at half past twelve. bbox=[18, 306, 139, 428]
article-text: In order to retain office, Ministers have consented to abandon their tariff proposals, and take the back bone out of their much vaunted local government measure. This may be a very natural, though it is not a dignified course to pursue; but it is likely to render much better fit upon the country. The local bodies, finance and powers bill is reported, and the select committee will consider the amendments on the committee stage of the measure. The House met at 2.30 p.m. and the debate was resumed on the second reading of the bill, and after discussion the motion was agreed to on the voices. Mr Sutton moved the adjournment of the debate, which was carried, and the House rose at half past twelve. bbox=[976, 1285, 1099, 1407]
article-text: In order to retain office, Ministers have consented to abandon their tariff proposals, and take the back bone out of their much vaunted local government measure. This may be a very natural, though it is not a dignified course to pursue; but it is likely to render much better fit upon the country. The local bodies, finance and powers bill is reported, and the select committee will consider the amendments on the committee stage of the measure. The House met at 2.30 p.m. and the debate was resumed on the second reading of the bill, and after discussion the motion was agreed to on the voices. Mr Sutton moved the adjournment of the debate, which was carried, and the House rose at half past twelve. bbox=[536, 683, 658, 805]
article-text: In order to retain office, Ministers have consented to abandon their tariff proposals, and take the back bone out of their much vaunted local government measure. This may be a very natural, though it is not a dignified course to pursue; but it is likely to render much better fit upon the country. The local bodies, finance and powers bill is reported, and the select committee will consider the amendments on the committee stage of the measure. The House met at 2.30 p.m. and the debate was resumed on the second reading of the bill, and after discussion the motion was agreed to on the voices. Mr Sutton moved the adjournment of the debate, which was carried, and the House rose at half past twelve. bbox=[666, 343, 813, 442]
article-text: In order to retain office, Ministers have consented to abandon their tariff proposals, and take the back bone out of their much vaunted local government measure. This may be a very natural, though it is not a dignified course to pursue; but it is likely to render much better fit upon the country. The local bodies, finance and powers bill is reported, and the select committee will consider the amendments on the committee stage of the measure. The House met at 2.30 p.m. and the debate was resumed on the second reading of the bill, and after discussion the motion was agreed to on the voices. Mr Sutton moved the adjournment of the debate, which was carried, and the House rose at half past twelve. bbox=[407, 1063, 528, 1185]
article-text: In order to retain office, Ministers have consented to abandon their tariff proposals, and take the back bone out of their much vaunted local government measure. This may be a very natural, though it is not a dignified course to pursue; but it is likely to render much better fit upon the country. The local bodies, finance and powers bill is reported, and the select committee will consider the amendments on the committee stage of the measure. The House met at 2.30 p.m. and the debate was resumed on the second reading of the bill, and after discussion the motion was agreed to on the voices. Mr Sutton moved the adjournment of the debate, which was carried, and the House rose at half past twelve. bbox=[407, 1486, 528, 1608]
news-item-heading: A few days ago we drew attention bbox=[292, 1511, 383, 1530]
news-item-heading: We have just received a neatly bbox=[280, 1657, 396, 1667]
divider bbox=[18, 1489, 139, 1490]
article-text: In order to retain office, Ministers have consented to abandon their tariff proposals, and take the back bone out of their much vaunted local government measure. This may be a very natural, though it is not a dignified course to pursue; but it is likely to render much better fit upon the country. The local bodies, finance and powers bill is reported, and the select committee will consider the amendments on the committee stage of the measure. The House met at 2.30 p.m. and the debate was resumed on the second reading of the bill, and after discussion the motion was agreed to on the voices. Mr Sutton moved the adjournment of the debate, which was carried, and the House rose at half past twelve. bbox=[536, 1755, 658, 1877]
section-heading: AUCKLAND BOARD OF EDUCATION. bbox=[421, 1192, 514, 1213]
article-text: In order to retain office, Ministers have consented to abandon their tariff proposals, and take the back bone out of their much vaunted local government measure. This may be a very natural, though it is not a dignified course to pursue; but it is likely to render much better fit upon the country. The local bodies, finance and powers bill is reported, and the select committee will consider the amendments on the committee stage of the measure. The House met at 2.30 p.m. and the debate was resumed on the second reading of the bill, and after discussion the motion was agreed to on the voices. Mr Sutton moved the adjournment of the debate, which was carried, and the House rose at half past twelve. bbox=[821, 534, 968, 633]
article-text: In order to retain office, Ministers have consented to abandon their tariff proposals, and take the back bone out of their much vaunted local government measure. This may be a very natural, though it is not a dignified course to pursue; but it is likely to render much better fit upon the country. The local bodies, finance and powers bill is reported, and the select committee will consider the amendments on the committee stage of the measure. The House met at 2.30 p.m. and the debate was resumed on the second reading of the bill, and after discussion the motion was agreed to on the voices. Mr Sutton moved the adjournment of the debate, which was carried, and the House rose at half past twelve. bbox=[407, 927, 528, 1049]
article-text: In order to retain office, Ministers have consented to abandon their tariff proposals, and take the back bone out of their much vaunted local government measure. This may be a very natural, though it is not a dignified course to pursue; but it is likely to render much better fit upon the country. The local bodies, finance and powers bill is reported, and the select committee will consider the amendments on the committee stage of the measure. The House met at 2.30 p.m. and the debate was resumed on the second reading of the bill, and after discussion the motion was agreed to on the voices. Mr Sutton moved the adjournment of the debate, which was carried, and the House rose at half past twelve. bbox=[666, 1302, 813, 1401]
divider bbox=[407, 1611, 528, 1612]
article-text: In order to retain office, Ministers have consented to abandon their tariff proposals, and take the back bone out of their much vaunted local government measure. This may be a very natural, though it is not a dignified course to pursue; but it is likely to render much better fit upon the country. The local bodies, finance and powers bill is reported, and the select committee will consider the amendments on the committee stage of the measure. The House met at 2.30 p.m. and the debate was resumed on the second reading of the bill, and after discussion the motion was agreed to on the voices. Mr Sutton moved the adjournment of the debate, which was carried, and the House rose at half past twelve. bbox=[147, 65, 269, 186]
news-item-heading: The Post on the Situation. bbox=[418, 1051, 517, 1061]
article-text: In order to retain office, Ministers have consented to abandon their tariff proposals, and take the back bone out of their much vaunted local government measure. This may be a very natural, though it is not a dignified course to pursue; but it is likely to render much better fit upon the country. The local bodies, finance and powers bill is reported, and the select committee will consider the amendments on the committee stage of the measure. The House met at 2.30 p.m. and the debate was resumed on the second reading of the bill, and after discussion the motion was agreed to on the voices. Mr Sutton moved the adjournment of the debate, which was carried, and the House rose at half past twelve. bbox=[976, 541, 1099, 663]
article-text: In order to retain office, Ministers have consented to abandon their tariff proposals, and take the back bone out of their much vaunted local government measure. This may be a very natural, though it is not a dignified course to pursue; but it is likely to render much better fit upon the country. The local bodies, finance and powers bill is reported, and the select committee will consider the amendments on the committee stage of the measure. The House met at 2.30 p.m. and the debate was resumed on the second reading of the bill, and after discussion the motion was agreed to on the voices. Mr Sutton moved the adjournment of the debate, which was carried, and the House rose at half past twelve. bbox=[18, 63, 139, 185]
section-heading: COMMERCIAL. bbox=[48, 43, 109, 53]
article-text: In order to retain office, Ministers have consented to abandon their tariff proposals, and take the back bone out of their much vaunted local government measure. This may be a very natural, though it is not a dignified course to pursue; but it is likely to render much better fit upon the country. The local bodies, finance and powers bill is reported, and the select committee will consider the amendments on the committee stage of the measure. The House met at 2.30 p.m. and the debate was resumed on the second reading of the bill, and after discussion the motion was agreed to on the voices. Mr Sutton moved the adjournment of the debate, which was carried, and the House rose at half past twelve. bbox=[277, 1240, 399, 1361]
section-subheading: [BY TELEGRAPH.—PRESS ASSOCIATION.] bbox=[834, 75, 955, 82]
section-heading: LATEST WELLINGTON NEWS. bbox=[413, 495, 521, 516]
column-political-cont bbox=[533, 40, 663, 1877]
ad-body: In order to retain office, Ministers have consented to abandon their tariff proposals, and take the back bone out of their much vaunted local government measure. This may be a very natural, though it is not a dignified course to pursue; but it is likely to render much better fit upon the country. The local bodies, finance and powers bill is reported, and the select committee will consider the amendments on the committee stage of the measure. The House met at 2.30 p.m. and the debate was resumed on the second reading of the bill, and after discussion the motion was agreed to on the voices. Mr Sutton moved the adjournment of the debate, which was carried, and the House rose at half past twelve. bbox=[18, 1493, 139, 1614]
column-local-news bbox=[273, 40, 403, 1927]
news-item-heading: THE DEPRESSION IN ENGLAND. bbox=[671, 444, 808, 454]
news-item-heading: The Premier's Wishes. bbox=[424, 915, 510, 925]
masthead-rule-2 bbox=[14, 37, 1100, 38]
article-text: In order to retain office, Ministers have consented to abandon their tariff proposals, and take the back bone out of their much vaunted local government measure. This may be a very natural, though it is not a dignified course to pursue; but it is likely to render much better fit upon the country. The local bodies, finance and powers bill is reported, and the select committee will consider the amendments on the committee stage of the measure. The House met at 2.30 p.m. and the debate was resumed on the second reading of the bill, and after discussion the motion was agreed to on the voices. Mr Sutton moved the adjournment of the debate, which was carried, and the House rose at half past twelve. bbox=[821, 435, 968, 535]
article-text: In order to retain office, Ministers have consented to abandon their tariff proposals, and take the back bone out of their much vaunted local government measure. This may be a very natural, though it is not a dignified course to pursue; but it is likely to render much better fit upon the country. The local bodies, finance and powers bill is reported, and the select committee will consider the amendments on the committee stage of the measure. The House met at 2.30 p.m. and the debate was resumed on the second reading of the bill, and after discussion the motion was agreed to on the voices. Mr Sutton moved the adjournment of the debate, which was carried, and the House rose at half past twelve. bbox=[666, 1204, 813, 1303]
article-text: In order to retain office, Ministers have consented to abandon their tariff proposals, and take the back bone out of their much vaunted local government measure. This may be a very natural, though it is not a dignified course to pursue; but it is likely to render much better fit upon the country. The local bodies, finance and powers bill is reported, and the select committee will consider the amendments on the committee stage of the measure. The House met at 2.30 p.m. and the debate was resumed on the second reading of the bill, and after discussion the motion was agreed to on the voices. Mr Sutton moved the adjournment of the debate, which was carried, and the House rose at half past twelve. bbox=[407, 367, 528, 489]
ad-lever: English Lever bbox=[37, 1194, 119, 1210]
